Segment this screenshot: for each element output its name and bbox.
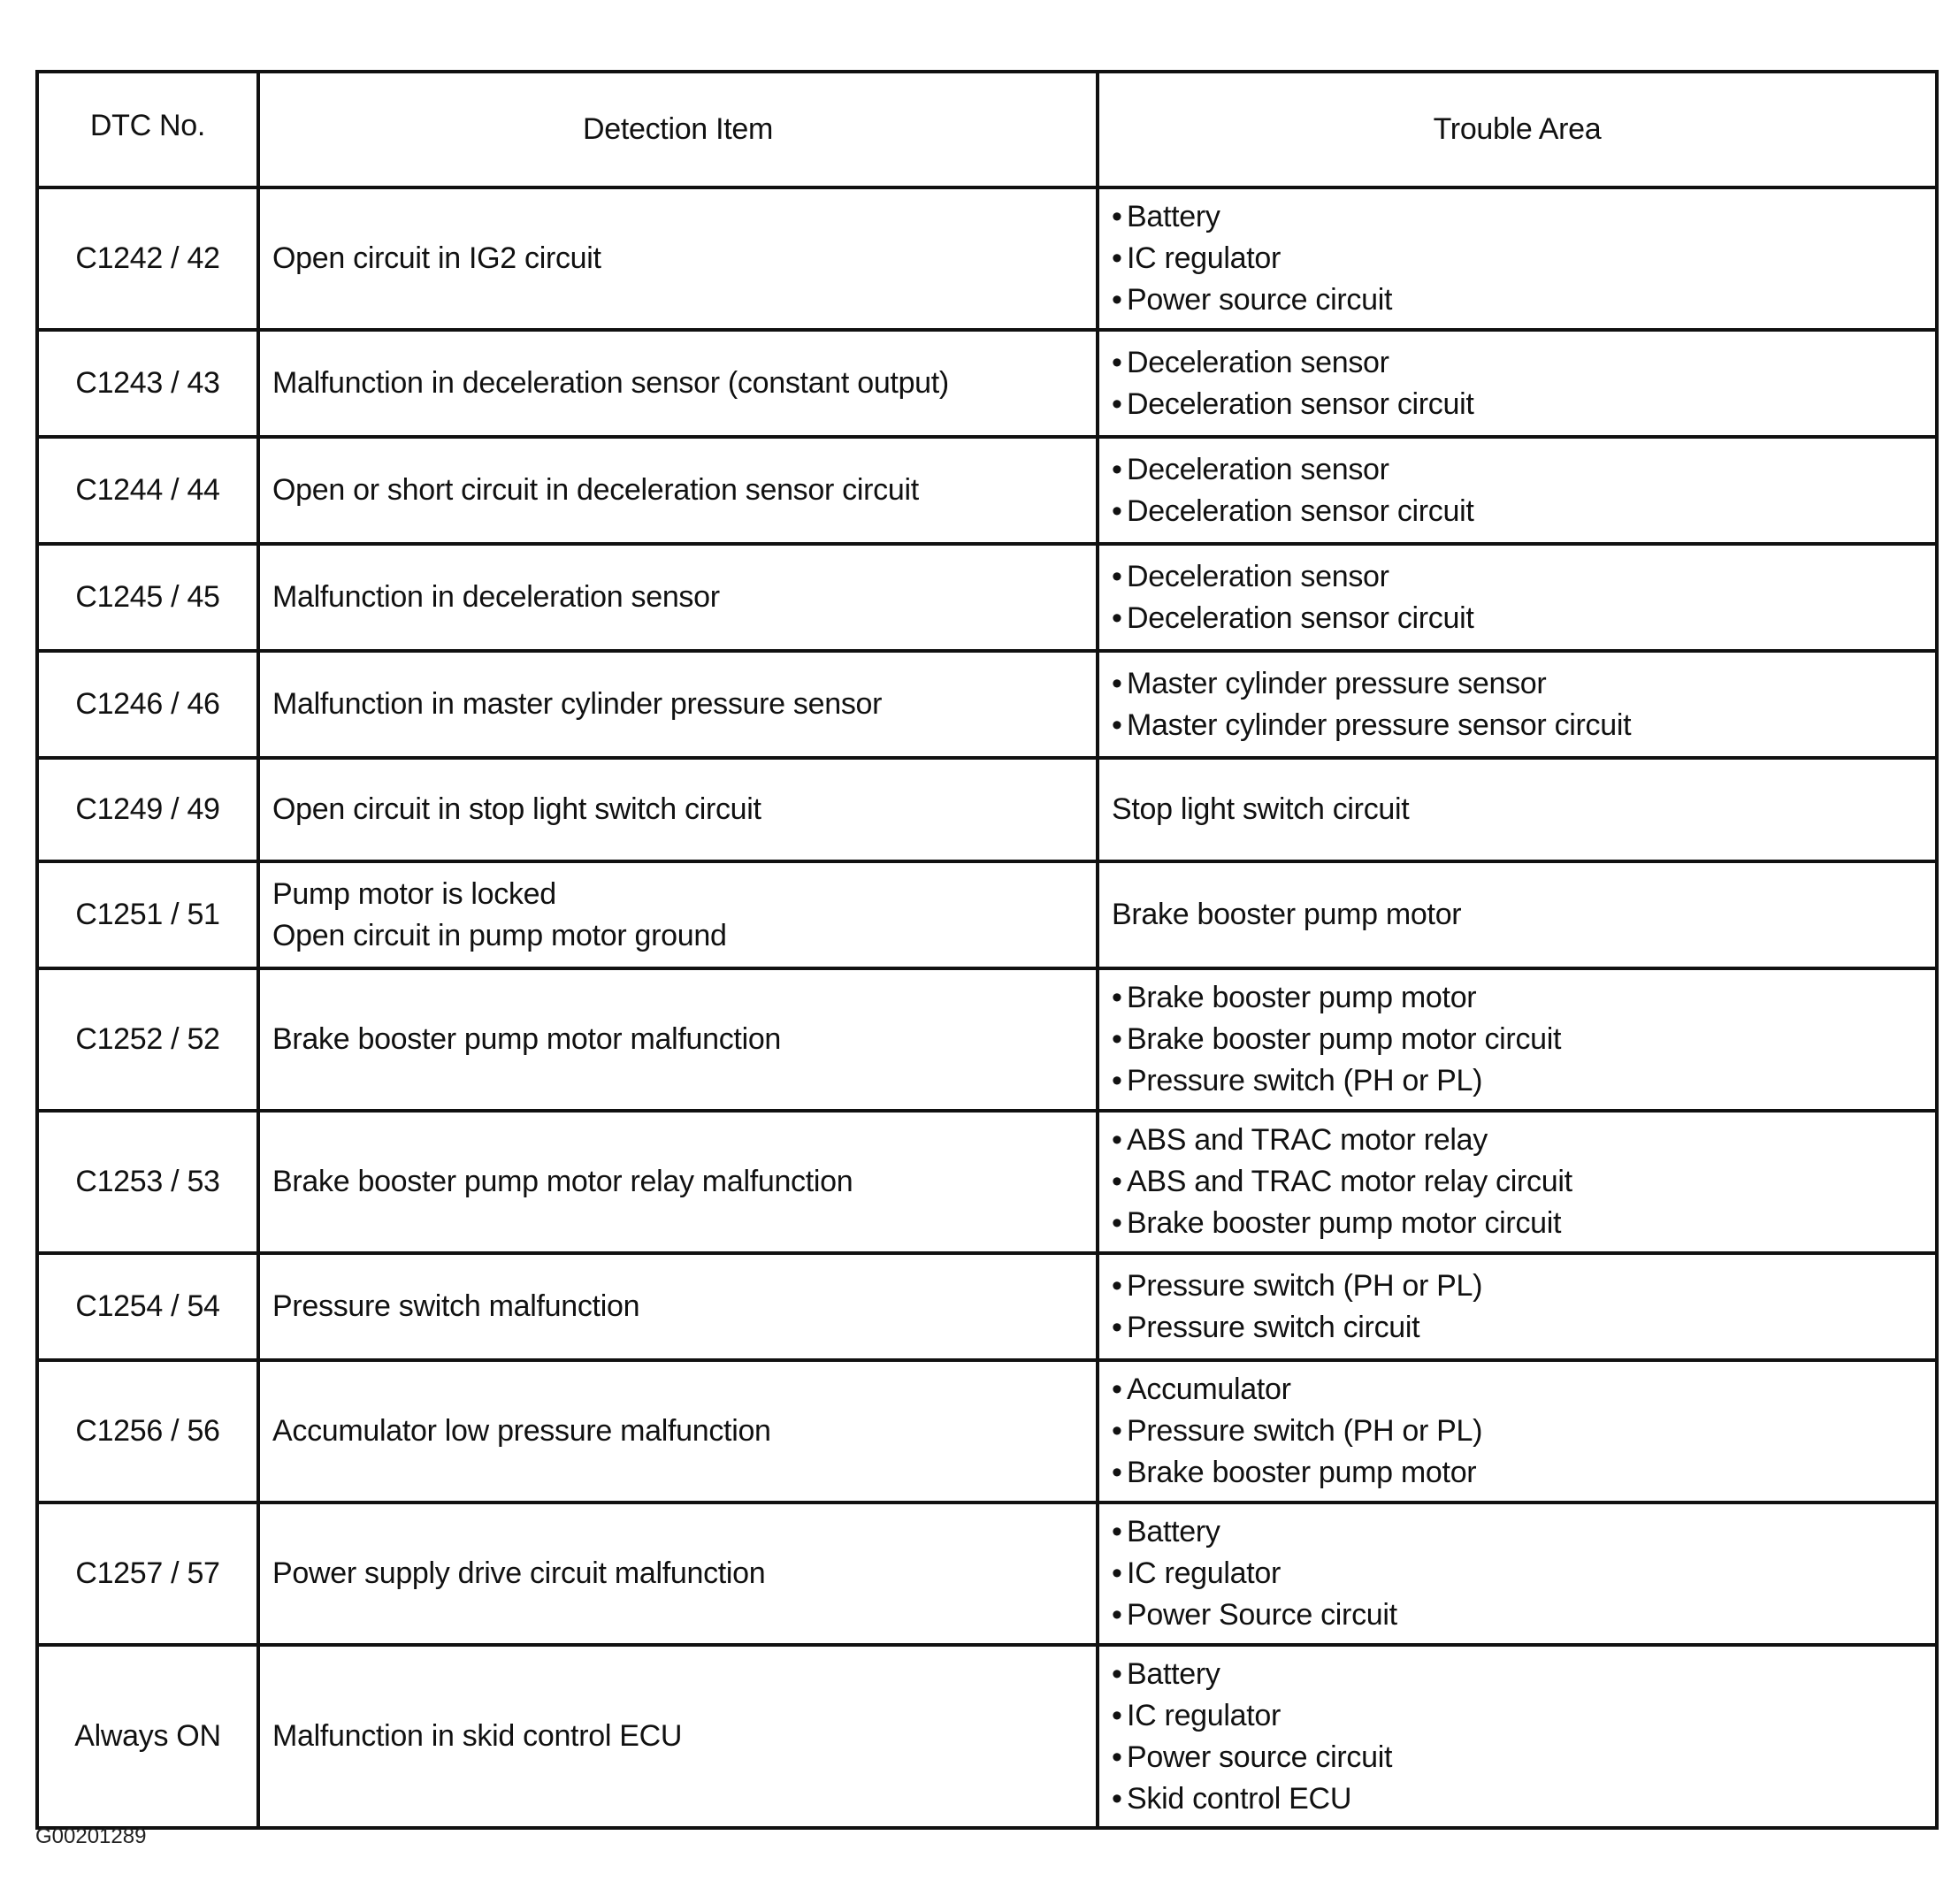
trouble-area-item: Brake booster pump motor [1112,898,1462,931]
trouble-area-item: • IC regulator [1112,238,1923,279]
detection-item-cell [258,187,1098,330]
header-dtc-no: DTC No. [37,72,258,187]
table-row [37,544,1937,651]
detection-item-line: Pressure switch malfunction [272,1289,640,1323]
trouble-area-item: • Deceleration sensor circuit [1112,598,1923,639]
table-row [37,1253,1937,1360]
trouble-area-cell [1098,1503,1937,1645]
trouble-area-cell [1098,330,1937,437]
dtc-code-cell: C1251 / 51 [37,861,258,968]
trouble-area-item: • Brake booster pump motor [1112,977,1923,1019]
dtc-code-cell: C1254 / 54 [37,1253,258,1360]
table-row [37,330,1937,437]
detection-item-line: Pump motor is locked [272,876,556,911]
dtc-code-cell: C1244 / 44 [37,437,258,544]
header-trouble-area: Trouble Area [1098,72,1937,187]
trouble-area-item: • Deceleration sensor [1112,342,1923,384]
detection-item-line: Malfunction in deceleration sensor [272,580,720,614]
detection-item-line: Malfunction in skid control ECU [272,1719,683,1753]
trouble-area-cell [1098,861,1937,968]
table-row [37,187,1937,330]
detection-item-cell [258,1111,1098,1253]
detection-item-line: Accumulator low pressure malfunction [272,1414,771,1448]
dtc-code-cell: Always ON [37,1645,258,1828]
trouble-area-item: • IC regulator [1112,1695,1923,1737]
trouble-area-item: • Accumulator [1112,1369,1923,1411]
table-row [37,968,1937,1111]
dtc-code-cell: C1256 / 56 [37,1360,258,1503]
table-row [37,1111,1937,1253]
trouble-area-item: • Battery [1112,196,1923,238]
trouble-area-item: • ABS and TRAC motor relay circuit [1112,1161,1923,1203]
detection-item-line: Open circuit in IG2 circuit [272,241,601,275]
trouble-area-item: • Master cylinder pressure sensor [1112,663,1923,705]
trouble-area-item: • Brake booster pump motor [1112,1452,1923,1494]
table-row [37,1503,1937,1645]
trouble-area-item: • Pressure switch (PH or PL) [1112,1266,1923,1307]
trouble-area-item: • Power source circuit [1112,1737,1923,1778]
detection-item-line: Brake booster pump motor relay malfunction [272,1165,853,1198]
dtc-code-cell: C1253 / 53 [37,1111,258,1253]
trouble-area-item: Stop light switch circuit [1112,792,1410,826]
trouble-area-item: • Battery [1112,1511,1923,1553]
detection-item-cell [258,1645,1098,1828]
trouble-area-item: • Deceleration sensor circuit [1112,491,1923,532]
trouble-area-item: • Skid control ECU [1112,1778,1923,1820]
trouble-area-cell [1098,651,1937,758]
table-row [37,651,1937,758]
trouble-area-cell [1098,1645,1937,1828]
table-row [37,437,1937,544]
trouble-area-cell [1098,1111,1937,1253]
dtc-code-cell: C1249 / 49 [37,758,258,861]
trouble-area-item: • Power Source circuit [1112,1594,1923,1636]
trouble-area-cell [1098,544,1937,651]
trouble-area-item: • Deceleration sensor [1112,449,1923,491]
dtc-table [35,70,1939,1830]
detection-item-line: Power supply drive circuit malfunction [272,1556,766,1590]
header-row [37,72,1937,187]
trouble-area-item: • Deceleration sensor [1112,556,1923,598]
trouble-area-item: • ABS and TRAC motor relay [1112,1120,1923,1161]
dtc-code-cell: C1243 / 43 [37,330,258,437]
table-row [37,1360,1937,1503]
trouble-area-item: • Pressure switch (PH or PL) [1112,1060,1923,1102]
table-row [37,758,1937,861]
detection-item-cell [258,968,1098,1111]
detection-item-line: Brake booster pump motor malfunction [272,1022,782,1056]
trouble-area-item: • IC regulator [1112,1553,1923,1594]
dtc-code-cell: C1245 / 45 [37,544,258,651]
trouble-area-item: • Brake booster pump motor circuit [1112,1019,1923,1060]
trouble-area-cell [1098,1360,1937,1503]
trouble-area-cell [1098,1253,1937,1360]
trouble-area-item: • Deceleration sensor circuit [1112,384,1923,425]
trouble-area-cell [1098,968,1937,1111]
header-detection-item: Detection Item [258,72,1098,187]
figure-id: G00201289 [35,1824,147,1848]
trouble-area-cell [1098,187,1937,330]
detection-item-cell [258,1360,1098,1503]
detection-item-cell [258,1503,1098,1645]
detection-item-line: Open circuit in stop light switch circuit [272,792,761,826]
detection-item-cell [258,437,1098,544]
dtc-code-cell: C1242 / 42 [37,187,258,330]
trouble-area-cell [1098,437,1937,544]
dtc-code-cell: C1252 / 52 [37,968,258,1111]
detection-item-line: Open circuit in pump motor ground [272,918,727,952]
detection-item-cell [258,330,1098,437]
table-body [37,187,1937,1828]
detection-item-cell [258,861,1098,968]
detection-item-cell [258,1253,1098,1360]
detection-item-line: Malfunction in deceleration sensor (constant output) [272,366,949,400]
detection-item-line: Open or short circuit in deceleration sensor circuit [272,473,919,507]
dtc-code-cell: C1246 / 46 [37,651,258,758]
detection-item-line: Malfunction in master cylinder pressure sensor [272,687,883,721]
detection-item-cell [258,651,1098,758]
table-row [37,1645,1937,1828]
trouble-area-item: • Pressure switch (PH or PL) [1112,1411,1923,1452]
detection-item-cell [258,758,1098,861]
dtc-code-cell: C1257 / 57 [37,1503,258,1645]
trouble-area-item: • Battery [1112,1654,1923,1695]
trouble-area-item: • Master cylinder pressure sensor circuit [1112,705,1923,746]
detection-item-cell [258,544,1098,651]
table-row [37,861,1937,968]
trouble-area-item: • Power source circuit [1112,279,1923,321]
trouble-area-item: • Brake booster pump motor circuit [1112,1203,1923,1244]
trouble-area-cell [1098,758,1937,861]
trouble-area-item: • Pressure switch circuit [1112,1307,1923,1349]
